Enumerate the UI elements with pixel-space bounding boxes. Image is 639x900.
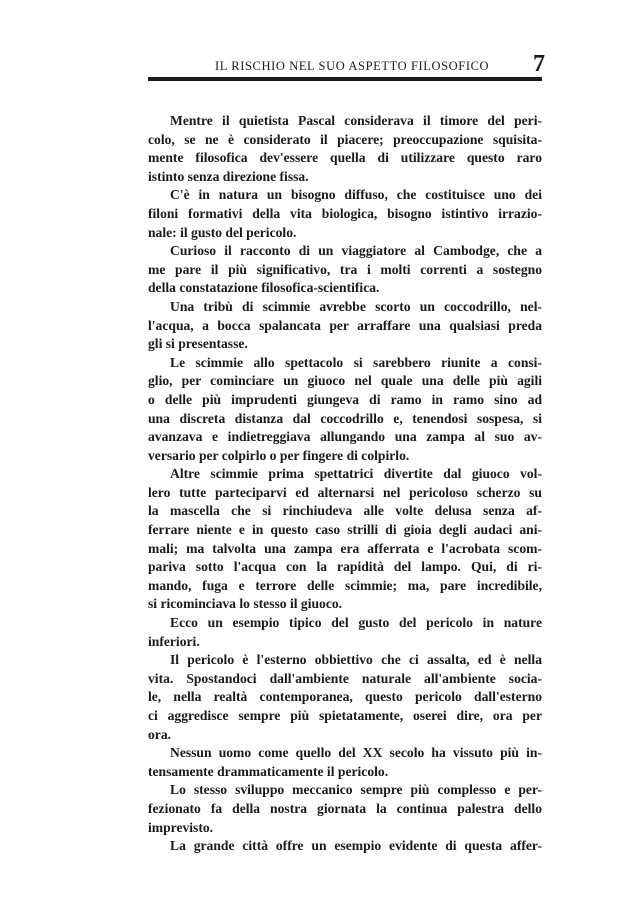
text-line: una discreta distanza dal coccodrillo e, tenendosi sospesa, si	[148, 410, 542, 426]
text-line: glio, per cominciare un giuoco nel quale una delle più agili	[148, 373, 542, 389]
text-line: Curioso il racconto di un viaggiatore al Cambodge, che a	[170, 243, 542, 259]
text-line: si ricominciava lo stesso il giuoco.	[148, 596, 343, 612]
text-line: o delle più imprudenti giungeva di ramo in ramo sino ad	[148, 391, 542, 407]
text-line: della constatazione filosofica-scientifica.	[148, 280, 380, 296]
text-line: istinto senza direzione fissa.	[148, 168, 309, 184]
text-line: me pare il più significativo, tra i molti correnti a sostegno	[148, 261, 542, 277]
text-line: imprevisto.	[148, 819, 214, 835]
text-line: pariva sotto l'acqua con la rapidità del lampo. Qui, di ri-	[148, 559, 542, 575]
text-line: nale: il gusto del pericolo.	[148, 224, 297, 240]
text-line: Le scimmie allo spettacolo si sarebbero riunite a consi-	[170, 354, 542, 370]
text-line: ferrare niente e in questo caso strilli di gioia degli audaci ani-	[148, 522, 542, 538]
text-line: colo, se ne è considerato il piacere; preoccupazione squisita-	[148, 131, 542, 147]
text-line: Una tribù di scimmie avrebbe scorto un coccodrillo, nel-	[170, 298, 542, 314]
running-title: IL RISCHIO NEL SUO ASPETTO FILOSOFICO	[215, 59, 490, 73]
body-text	[148, 112, 542, 856]
text-line: Il pericolo è l'esterno obbiettivo che ci assalta, ed è nella	[170, 652, 542, 668]
text-line: mente filosofica dev'essere quella di utilizzare questo raro	[148, 150, 542, 166]
text-line: le, nella realtà contemporanea, questo pericolo dall'esterno	[148, 689, 542, 705]
text-line: Ecco un esempio tipico del gusto del pericolo in nature	[170, 615, 542, 631]
text-line: ci aggredisce sempre più spietatamente, oserei dire, ora per	[148, 708, 542, 723]
text-line: vita. Spostandoci dall'ambiente naturale all'ambiente socia-	[148, 670, 542, 686]
text-line: versario per colpirlo o per fingere di colpirlo.	[148, 447, 410, 463]
text-line: La grande città offre un esempio evidente di questa affer-	[170, 838, 542, 854]
text-line: gli si presentasse.	[148, 336, 248, 352]
text-line: filoni formativi della vita biologica, bisogno istintivo irrazio-	[148, 205, 542, 221]
text-line: lero tutte parteciparvi ed alternarsi nel pericoloso scherzo su	[148, 484, 542, 500]
text-line: ora.	[148, 726, 172, 742]
text-line: Nessun uomo come quello del XX secolo ha vissuto più in-	[170, 745, 542, 761]
text-line: fezionato fa della nostra giornata la continua palestra dello	[148, 800, 542, 816]
header-rule	[148, 77, 542, 81]
text-line: tensamente drammaticamente il pericolo.	[148, 763, 389, 779]
text-line: mali; ma talvolta una zampa era afferrata e l'acrobata scom-	[148, 540, 542, 556]
text-line: Lo stesso sviluppo meccanico sempre più complesso e per-	[170, 782, 542, 798]
page-number: 7	[533, 51, 545, 77]
text-line: Mentre il quietista Pascal considerava il timore del peri-	[170, 113, 542, 128]
text-line: Altre scimmie prima spettatrici divertite dal giuoco vol-	[170, 466, 542, 482]
text-line: C'è in natura un bisogno diffuso, che costituisce uno dei	[170, 187, 542, 203]
text-line: mando, fuga e terrore delle scimmie; ma, pare incredibile,	[148, 577, 542, 593]
text-line: avanzava e indietreggiava allungando una zampa al suo av-	[148, 429, 542, 445]
text-line: inferiori.	[148, 633, 200, 649]
text-line: l'acqua, a bocca spalancata per arraffare una qualsiasi preda	[148, 317, 542, 333]
text-line: la mascella che si rinchiudeva alle volte delusa senza af-	[148, 503, 542, 519]
